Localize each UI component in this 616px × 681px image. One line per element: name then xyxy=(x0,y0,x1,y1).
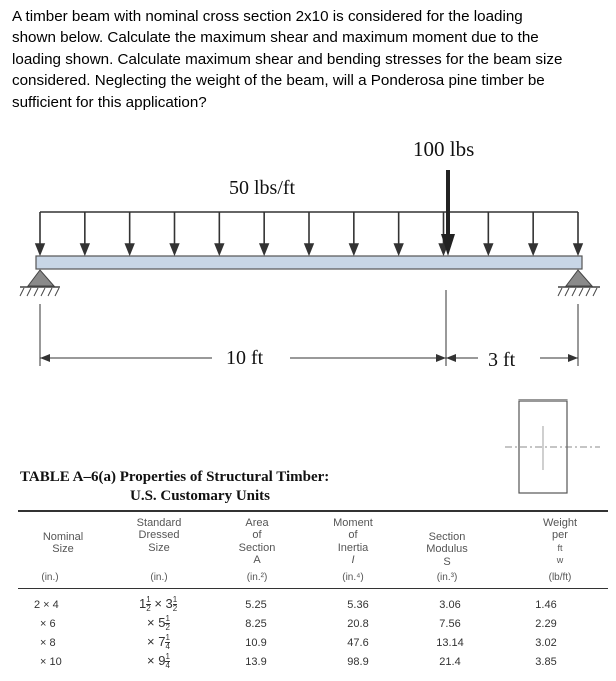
cell-dressed: × 7 $\frac{1}{4}$ xyxy=(147,633,170,652)
unit-weight: (lb/ft) xyxy=(548,572,572,583)
point-load-label: 100 lbs xyxy=(413,137,475,161)
span-left-label: 10 ft xyxy=(226,347,264,369)
fraction: $\frac{1}{2}$ xyxy=(165,614,170,633)
cell-weight: 3.85 xyxy=(535,656,557,668)
header-inertia: Moment of Inertia I xyxy=(333,517,373,567)
cell-inertia: 20.8 xyxy=(347,618,369,630)
cell-area: 8.25 xyxy=(245,618,267,630)
pin-support-left xyxy=(20,270,60,296)
load-arrow-head xyxy=(574,244,582,254)
fraction: $\frac{1}{4}$ xyxy=(165,633,170,652)
cell-dressed: 1 $\frac{1}{2}$ × 3 $\frac{1}{2}$ xyxy=(139,595,178,614)
unit-area: (in.²) xyxy=(246,572,268,583)
header-modulus: Section Modulus S xyxy=(426,531,468,568)
load-arrow-head xyxy=(81,244,89,254)
span-right-label: 3 ft xyxy=(488,349,516,371)
problem-line: considered. Neglecting the weight of the beam, will a Ponderosa pine timber be xyxy=(12,72,545,90)
load-arrow-head xyxy=(484,244,492,254)
cell-dressed: × 9 $\frac{1}{4}$ xyxy=(147,652,170,671)
beam xyxy=(36,256,582,269)
load-arrow-head xyxy=(395,244,403,254)
cell-inertia: 5.36 xyxy=(347,599,369,611)
header-area: Area of Section A xyxy=(238,517,276,567)
load-arrows xyxy=(36,212,582,254)
load-arrow-head xyxy=(350,244,358,254)
load-arrow-head xyxy=(171,244,179,254)
cell-area: 10.9 xyxy=(245,637,267,649)
header-weight: Weight per ft w xyxy=(542,517,578,566)
table-caption: TABLE A–6(a) Properties of Structural Timber: xyxy=(20,469,330,485)
problem-line: loading shown. Calculate maximum shear and bending stresses for the beam size xyxy=(12,50,563,68)
unit-inertia: (in.⁴) xyxy=(342,572,364,583)
fraction: $\frac{1}{2}$ xyxy=(172,595,178,614)
pin-ground-hatch xyxy=(558,288,597,296)
unit-dressed: (in.) xyxy=(150,572,168,583)
load-arrow-head xyxy=(529,244,537,254)
cell-modulus: 3.06 xyxy=(439,599,461,611)
cell-nominal: × 8 xyxy=(40,637,56,649)
table-rule-mid xyxy=(18,588,608,589)
unit-nominal: (in.) xyxy=(41,572,59,583)
cell-weight: 1.46 xyxy=(535,599,557,611)
table-caption-units: U.S. Customary Units xyxy=(130,488,271,504)
cell-nominal: × 10 xyxy=(40,656,62,668)
cell-modulus: 21.4 xyxy=(439,656,461,668)
load-arrow-head xyxy=(305,244,313,254)
pin-support-right xyxy=(558,270,600,296)
fraction: $\frac{1}{4}$ xyxy=(165,652,170,671)
cell-dressed: × 5 $\frac{1}{2}$ xyxy=(147,614,170,633)
load-arrow-head xyxy=(215,244,223,254)
header-dressed: Standard Dressed Size xyxy=(136,517,182,554)
cell-area: 13.9 xyxy=(245,656,267,668)
pin-triangle xyxy=(566,270,592,286)
cell-modulus: 13.14 xyxy=(436,637,464,649)
cell-nominal: 2 × 4 xyxy=(34,599,59,611)
cell-inertia: 98.9 xyxy=(347,656,369,668)
fraction: $\frac{1}{2}$ xyxy=(146,595,151,614)
pin-ground-hatch xyxy=(20,288,59,296)
load-arrow-head xyxy=(126,244,134,254)
problem-line: shown below. Calculate the maximum shear and maximum moment due to the xyxy=(12,29,539,47)
point-load-shaft xyxy=(446,170,450,238)
table-rule-top xyxy=(18,510,608,512)
problem-line: A timber beam with nominal cross section 2x10 is considered for the loading xyxy=(12,8,523,25)
header-nominal: Nominal Size xyxy=(42,531,84,556)
cell-weight: 2.29 xyxy=(535,618,557,630)
distributed-load-label: 50 lbs/ft xyxy=(229,177,296,199)
cell-area: 5.25 xyxy=(245,599,267,611)
pin-triangle xyxy=(28,270,54,286)
cell-modulus: 7.56 xyxy=(439,618,461,630)
cell-inertia: 47.6 xyxy=(347,637,369,649)
cell-nominal: × 6 xyxy=(40,618,56,630)
problem-line: sufficient for this application? xyxy=(12,93,207,111)
load-arrow-head xyxy=(36,244,44,254)
unit-modulus: (in.³) xyxy=(436,572,458,583)
distributed-load xyxy=(36,212,582,254)
load-arrow-head xyxy=(260,244,268,254)
cell-weight: 3.02 xyxy=(535,637,557,649)
